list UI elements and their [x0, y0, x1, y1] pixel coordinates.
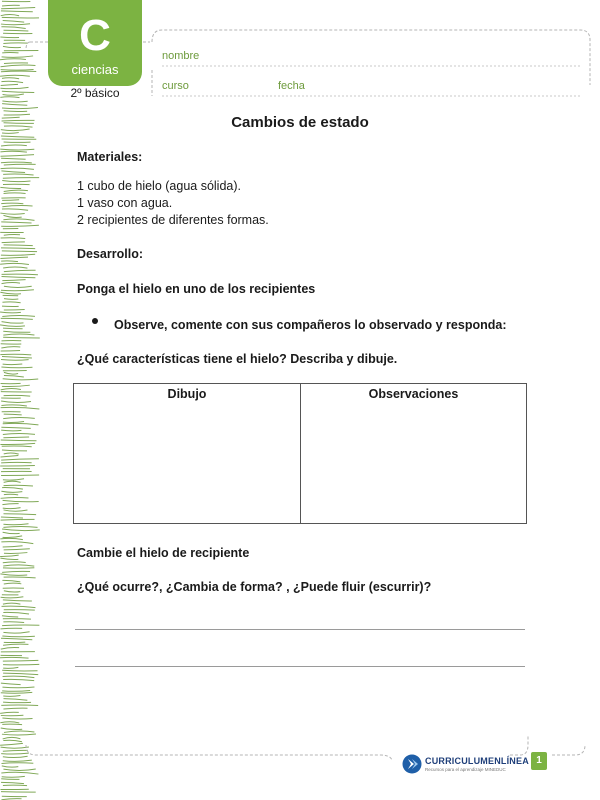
page-title: Cambios de estado — [231, 114, 369, 131]
date-field-label: fecha — [278, 80, 305, 92]
table-header-observations: Observaciones — [368, 387, 459, 401]
subject-badge — [48, 0, 142, 86]
drawing-observation-table — [73, 383, 527, 524]
materials-item: 2 recipientes de diferentes formas. — [77, 213, 269, 227]
course-field-label: curso — [162, 80, 189, 92]
step-instruction: Ponga el hielo en uno de los recipientes — [77, 282, 316, 296]
subject-badge-letter: C — [79, 11, 111, 60]
table-header-drawing: Dibujo — [167, 387, 207, 401]
footer-brand: CURRICULUMENLÍNEA — [425, 756, 529, 766]
materials-heading: Materiales: — [77, 150, 143, 164]
materials-item: 1 cubo de hielo (agua sólida). — [77, 179, 242, 193]
materials-item: 1 vaso con agua. — [77, 196, 173, 210]
table-divider — [300, 384, 301, 523]
bullet-instruction: Observe, comente con sus compañeros lo observado y responda: — [114, 318, 507, 332]
footer-tagline: Recursos para el aprendizaje MINEDUC — [425, 767, 506, 772]
page-number: 1 — [531, 752, 547, 770]
subject-name: ciencias — [71, 62, 119, 77]
question-text: ¿Qué características tiene el hielo? Describa y dibuje. — [77, 352, 398, 366]
grade-label: 2º básico — [70, 86, 120, 100]
bullet-marker — [92, 318, 98, 324]
step-instruction: Cambie el hielo de recipiente — [77, 546, 250, 560]
question-text: ¿Qué ocurre?, ¿Cambia de forma? , ¿Puede fluir (escurrir)? — [77, 580, 432, 594]
answer-line[interactable] — [75, 629, 525, 630]
name-field-label: nombre — [162, 50, 200, 62]
curriculum-arrow-icon — [402, 754, 422, 774]
answer-line[interactable] — [75, 666, 525, 667]
development-heading: Desarrollo: — [77, 247, 143, 261]
